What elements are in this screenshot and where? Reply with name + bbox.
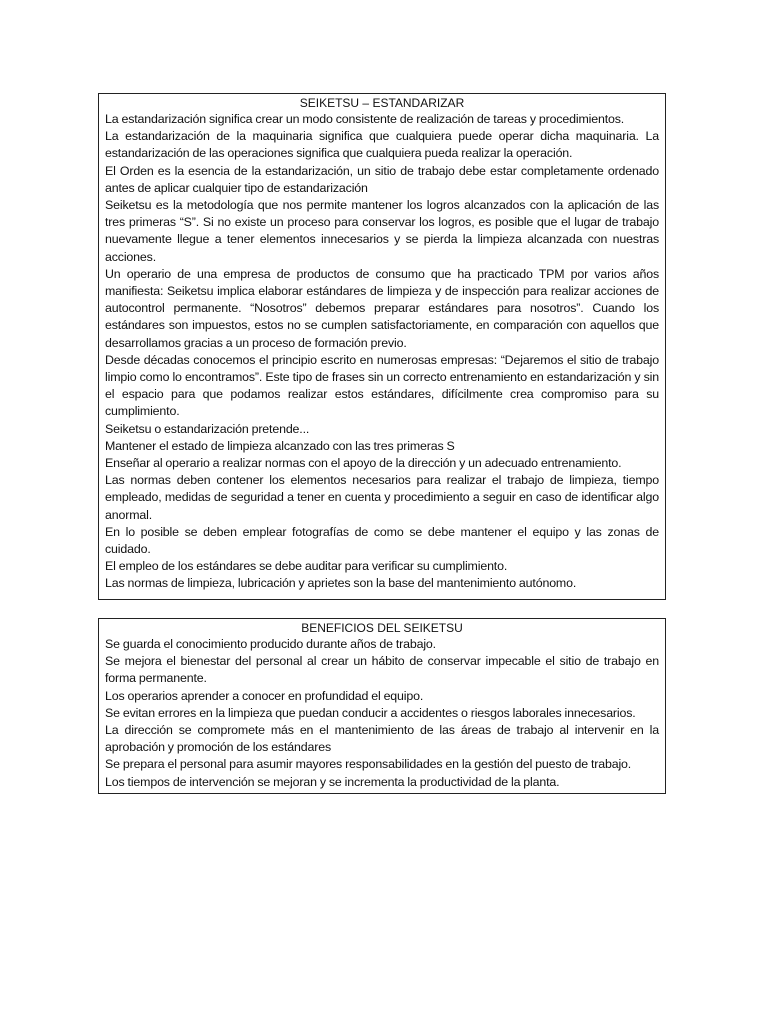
- seiketsu-paragraph: Las normas de limpieza, lubricación y aprietes son la base del mantenimiento autónomo.: [105, 576, 577, 591]
- seiketsu-paragraph: Enseñar al operario a realizar normas con el apoyo de la dirección y un adecuado entrenamiento.: [105, 456, 622, 471]
- benefit-item: Se guarda el conocimiento producido durante años de trabajo.: [105, 637, 436, 651]
- benefits-section-title: BENEFICIOS DEL SEIKETSU: [301, 621, 463, 635]
- seiketsu-paragraph: El Orden es la esencia de la estandarización, un sitio de trabajo debe estar completamente ordenado antes de aplicar cualquier tipo de estandarización: [105, 163, 659, 195]
- benefit-item: Se evitan errores en la limpieza que puedan conducir a accidentes o riesgos laborales innecesarios.: [105, 705, 636, 720]
- seiketsu-paragraph: Un operario de una empresa de productos de consumo que ha practicado TPM por varios años manifiesta: Seiketsu implica elaborar estándares de limpieza y de inspección para realizar acciones de autocontrol permanente. “Nosotros” debemos preparar estándares para nosotros”. Cuando los estándares son impuestos, estos no se cumplen satisfactoriamente, en comparación con aquellos que desarrollamos gracias a un proceso de formación previo.: [105, 266, 659, 350]
- seiketsu-paragraph: Las normas deben contener los elementos necesarios para realizar el trabajo de limpieza, tiempo empleado, medidas de seguridad a tener en cuenta y procedimiento a seguir en caso de identificar algo anormal.: [105, 473, 659, 522]
- benefits-section-box: [98, 618, 666, 794]
- seiketsu-paragraph: Mantener el estado de limpieza alcanzado con las tres primeras S: [105, 438, 455, 453]
- seiketsu-section-title: SEIKETSU – ESTANDARIZAR: [299, 96, 465, 110]
- seiketsu-section-box: [98, 93, 666, 600]
- seiketsu-paragraph: En lo posible se deben emplear fotografías de como se debe mantener el equipo y las zonas de cuidado.: [105, 524, 659, 557]
- benefit-item: Los operarios aprender a conocer en profundidad el equipo.: [105, 688, 424, 703]
- seiketsu-paragraph: Desde décadas conocemos el principio escrito en numerosas empresas: “Dejaremos el sitio de trabajo limpio como lo encontramos”. Este tipo de frases sin un correcto entrenamiento en estandarización y sin el espacio para que podamos realizar estos estándares, difícilmente crea compromiso para su cumplimiento.: [105, 352, 659, 419]
- benefit-item: Se mejora el bienestar del personal al crear un hábito de conservar impecable el sitio de trabajo en forma permanente.: [105, 654, 659, 686]
- seiketsu-paragraph: Seiketsu es la metodología que nos permite mantener los logros alcanzados con la aplicación de las tres primeras “S”. Si no existe un proceso para conservar los logros, es posible que el lugar de trabajo nuevamente llegue a tener elementos innecesarios y se pierda la limpieza alcanzada con nuestras acciones.: [105, 198, 659, 264]
- seiketsu-paragraph: Seiketsu o estandarización pretende...: [105, 421, 310, 436]
- benefit-item: La dirección se compromete más en el mantenimiento de las áreas de trabajo al intervenir en la aprobación y promoción de los estándares: [105, 723, 659, 755]
- benefit-item: Se prepara el personal para asumir mayores responsabilidades en la gestión del puesto de trabajo.: [105, 757, 632, 772]
- seiketsu-paragraph: La estandarización significa crear un modo consistente de realización de tareas y procedimientos.: [105, 112, 625, 126]
- seiketsu-paragraph: La estandarización de la maquinaria significa que cualquiera puede operar dicha maquinaria. La estandarización de las operaciones significa que cualquiera pueda realizar la operación.: [105, 129, 659, 161]
- benefit-item: Los tiempos de intervención se mejoran y se incrementa la productividad de la planta.: [105, 774, 560, 789]
- seiketsu-paragraph: El empleo de los estándares se debe auditar para verificar su cumplimiento.: [105, 559, 508, 574]
